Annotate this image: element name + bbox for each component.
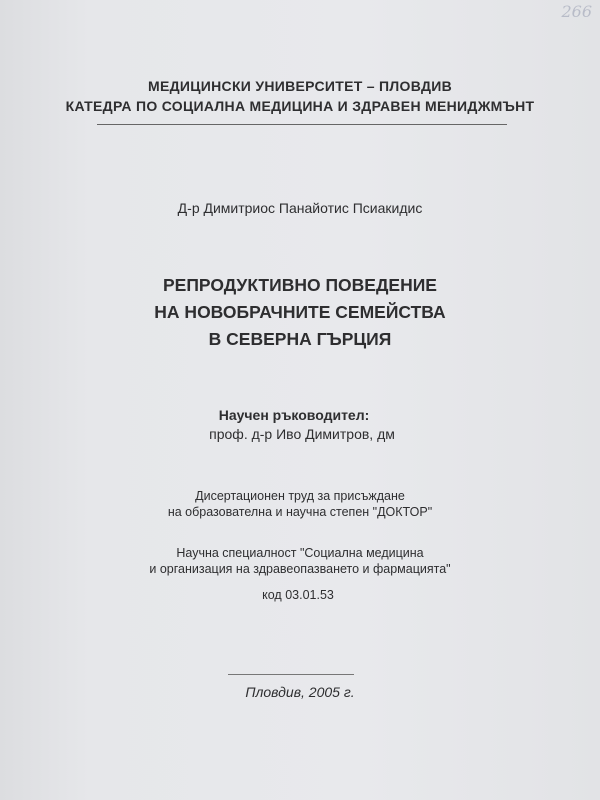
place-and-date: Пловдив, 2005 г. bbox=[245, 684, 355, 700]
thesis-title-line-2: НА НОВОБРАЧНИТЕ СЕМЕЙСТВА bbox=[154, 302, 446, 322]
dissertation-line-1: Дисертационен труд за присъждане bbox=[195, 489, 405, 503]
supervisor-label: Научен ръководител: bbox=[218, 407, 370, 423]
specialty-line-2: и организация на здравеопазването и фармацията" bbox=[149, 562, 451, 576]
dissertation-line-2: на образователна и научна степен "ДОКТОР" bbox=[167, 505, 433, 519]
specialty-line-1: Научна специалност "Социална медицина bbox=[176, 546, 424, 560]
department-name: КАТЕДРА ПО СОЦИАЛНА МЕДИЦИНА И ЗДРАВЕН МЕНИДЖМЪНТ bbox=[65, 98, 535, 114]
specialty-code: код 03.01.53 bbox=[262, 588, 334, 602]
thesis-title-line-3: В СЕВЕРНА ГЪРЦИЯ bbox=[208, 329, 392, 349]
header-rule bbox=[97, 124, 507, 125]
author-name: Д-р Димитриос Панайотис Псиакидис bbox=[177, 200, 423, 216]
handwritten-page-number: 266 bbox=[561, 2, 592, 21]
supervisor-name: проф. д-р Иво Димитров, дм bbox=[209, 426, 395, 442]
university-name: МЕДИЦИНСКИ УНИВЕРСИТЕТ – ПЛОВДИВ bbox=[148, 78, 452, 94]
date-rule bbox=[228, 674, 354, 675]
thesis-title-line-1: РЕПРОДУКТИВНО ПОВЕДЕНИЕ bbox=[163, 275, 437, 295]
